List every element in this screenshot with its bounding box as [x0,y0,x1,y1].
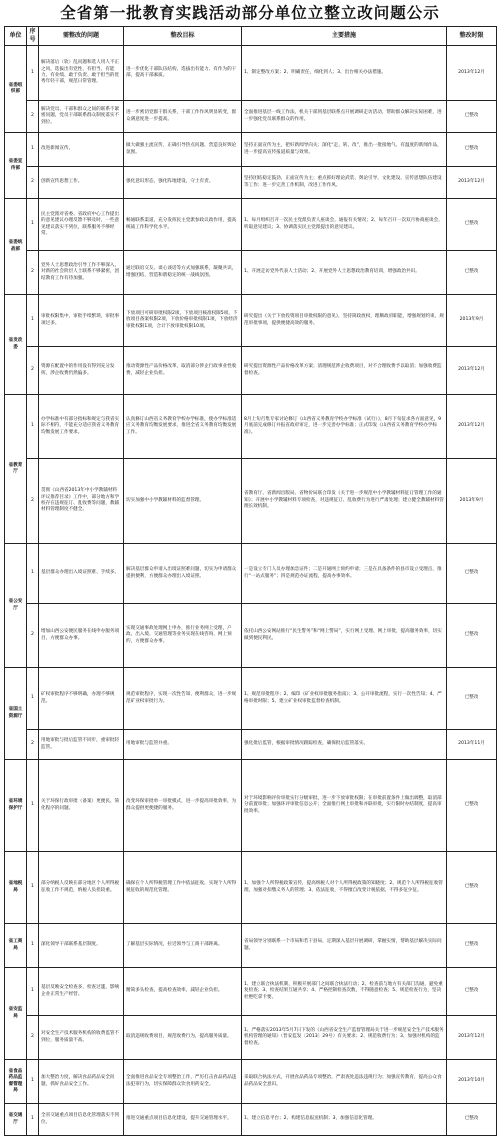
issue-cell: 关于环保行政审批（备案）更便民、简化程序的问题。 [39,760,124,852]
document-title: 全省第一批教育实践活动部分单位立整立改问题公示 [60,3,440,22]
measure-cell: 省教育厅、省新闻出版局、省物价局联合印发《关于进一步规范中小学教辅材料征订管理工作的通知》；开展中小学教辅材料专项检查，对违规征订、乱收费行为进行严肃处理；建立健全教辅材料管理长效机制。 [242,459,447,544]
issue-cell: 民主党派对省委、省政府中心工作提出的意见建议办理反馈不够及时，一些意见建议落实不到位，联系服务不够经常。 [39,199,124,251]
table-row [5,1060,497,1104]
unit-cell: 省委宣传部 [5,133,27,199]
time-cell: 2013年11月 [447,730,497,760]
measure-cell: 采取联合执法方式，开展食品药品专项整治，严肃查处违法违规行为；加强宣传教育，提高公众食品药品安全意识。 [242,1060,447,1104]
table-row [5,968,497,1016]
goal-cell: 切实加强中小学教辅材料的监督管理。 [124,459,242,544]
goal-cell: 畅通联系渠道，充分发挥民主党派参政议政作用，提高统战工作科学化水平。 [124,199,242,251]
issue-cell: 资源在配置中的作用没有得到充分发挥，涉企收费仍然偏多。 [39,347,124,395]
no-cell: 1 [27,668,39,730]
issue-cell: 创新宣传思想工作。 [39,167,124,199]
measure-cell: 1、建立信息平台；2、构建信息报送机制；3、加强信息化管理。 [242,1104,447,1136]
unit-cell: 省环境保护厅 [5,760,27,852]
issue-cell: 部分纳税人反映在部分地区个人所得税征收工作不规范，纳税人负担较重。 [39,852,124,924]
time-cell: 已整改 [447,544,497,604]
table-row [5,924,497,968]
unit-cell: 省工商局 [5,924,27,968]
time-cell: 2013年10月 [447,1060,497,1104]
issue-cell: 用地审批与批后监管不同步，重审批轻监管。 [39,730,124,760]
measure-cell: 8月上旬召集专家讨论修订《山西省义务教育学校办学标准（试行）》，8月下旬征求各方面意见，9月底前完成修订并报省政府审定，进一步完善办学标准；正式印发《山西省义务教育学校办学标准》。 [242,395,447,459]
time-cell: 2013年9月 [447,295,497,347]
table-row [5,167,497,199]
no-cell: 2 [27,101,39,133]
issue-cell: 解决党员、干部和群众之间的联系不紧密问题，党员干部联系群众制度落实不到位。 [39,101,124,133]
goal-cell: 取消违规收费项目，规范收费行为，提高服务质量。 [124,1016,242,1060]
measure-cell: 研究提出《关于下放投资项目审批权限的意见》，坚持简政放权，理顺政府职能，增强规划约束，规范审批事项，提供便捷高效的服务。 [242,295,447,347]
goal-cell: 用地审批与监管并重。 [124,730,242,760]
issue-cell: 改进新闻宣传。 [39,133,124,167]
measure-cell: 1、制定整改方案；2、明确责任，细化到人；3、出台相关办法措施。 [242,46,447,101]
unit-cell: 省委组织部 [5,46,27,133]
header-no: 序号 [27,27,39,46]
time-cell: 已整改 [447,251,497,295]
table-row [5,852,497,924]
table-row [5,544,497,604]
table-row [5,199,497,251]
issue-cell: 基层反映安全检查多，检查过滥，影响企业正常生产经营。 [39,968,124,1016]
measure-cell: 强化批后监管，根据审批情况跟踪检查，确保批后监管落实。 [242,730,447,760]
measure-cell: 省局领导分别联系一个市局和若干县局，定期深入基层开展调研，掌握实情，帮助基层解决实际问题。 [242,924,447,968]
goal-cell: 推进交通重点项目信息化建设，提升交通管理水平。 [124,1104,242,1136]
measure-cell: 1、建立联合执法机制，积极开展部门之间联合执法行动；2、检查前与地方有关部门沟通，避免重复检查；3、检查结果互通共享；4、严格控制检查次数，不得随意检查；5、规范检查行为，坚决杜绝吃拿卡要。 [242,968,447,1016]
goal-cell: 做大做强主流宣传，正确引导热点问题，营造良好舆论氛围。 [124,133,242,167]
unit-cell: 省食品药品监督管理局 [5,1060,27,1104]
time-cell: 2013年9月 [447,459,497,544]
unit-cell: 省交通厅 [5,1104,27,1136]
goal-cell: 实现交通事故处理网上申办，推行业务网上受理，户政、出入境、交通管理等业务实现在线咨询、网上预约，方便群众办事。 [124,604,242,668]
table-row [5,133,497,167]
unit-cell: 省地税局 [5,852,27,924]
unit-cell: 省国土资源厅 [5,668,27,760]
issue-cell: 加大整治力度，解决食品药品安全问题，抓好食品安全工作。 [39,1060,124,1104]
table-row [5,101,497,133]
goal-cell: 改变环保审批单一审批模式，进一步提高审批效率，为群众提供更便捷的服务。 [124,760,242,852]
table-row [5,395,497,459]
table-row [5,730,497,760]
no-cell: 1 [27,544,39,604]
time-cell: 2013年12月 [447,395,497,459]
measure-cell: 1、严格落实2013年5月7日下发的《山西省安全生产监督管理局关于进一步规范安全生产技术服务机构管理的通知》（晋安监发〔2013〕29号）有关要求；2、规范收费行为；3、加强对机构的监督检查。 [242,1016,447,1060]
goal-cell: 认真修订山西省义务教育学校办学标准，使办学标准适应义务教育均衡发展要求，推进全省义务教育均衡发展工作。 [124,395,242,459]
time-cell: 已整改 [447,199,497,251]
issue-cell: 基层群众办理出入境证照难、手续多。 [39,544,124,604]
header-measure: 主要措施 [242,27,447,46]
header-unit: 单位 [5,27,27,46]
goal-cell: 了解基层实际情况，拉近领导与工商干部距离。 [124,924,242,968]
issues-table [4,26,497,1136]
goal-cell: 强化意识形态，强化阵地建设，守土有责。 [124,167,242,199]
no-cell: 1 [27,852,39,924]
time-cell: 2013年12月 [447,347,497,395]
no-cell: 2 [27,604,39,668]
no-cell: 2 [27,167,39,199]
no-cell: 1 [27,1104,39,1136]
issue-cell: 深化领导干部联系基层制度。 [39,924,124,968]
goal-cell: 通过联谊交友、谈心谈话等方式加强联系，凝聚共识，增强团结，营造和谐稳定的统一战线氛围。 [124,251,242,295]
goal-cell: 进一步优化干部队伍结构，选拔出有能力、有作为的干部，提高干部素质。 [124,46,242,101]
unit-cell: 省发改委 [5,295,27,395]
measure-cell: 坚持团结稳定鼓劲、正面宣传为主；重点抓好理论武装、舆论引导、文化建设、宣传思想队伍建设等工作；进一步完善工作机制，改进工作作风。 [242,167,447,199]
issue-cell: 对安全生产技术服务机构的收费监管不到位，服务质量不高。 [39,1016,124,1060]
time-cell: 已整改 [447,760,497,852]
header-issue: 需整改的问题 [39,27,124,46]
issue-cell: 增加山西公安便民服务在线申办服务项目，方便群众办事。 [39,604,124,668]
no-cell: 1 [27,295,39,347]
no-cell: 2 [27,347,39,395]
no-cell: 1 [27,133,39,167]
issue-cell: 全省交通重点项目信息化管理落实不到位。 [39,1104,124,1136]
no-cell: 1 [27,1060,39,1104]
table-row [5,1104,497,1136]
measure-cell: 1、每月组织召开一次民主党派负责人座谈会，通报有关情况；2、每年召开一次双月协商座谈会，听取意见建议；3、协调落实民主党派提出的意见建议。 [242,199,447,251]
no-cell: 2 [27,251,39,295]
goal-cell: 精简多头检查，提高检查效率，减轻企业负担。 [124,968,242,1016]
no-cell: 2 [27,1016,39,1060]
measure-cell: 全面推进基层一线工作法，机关干部到基层联系点开展调研走访活动，帮助群众解决实际困难，进一步强化党员联系群众的作用。 [242,101,447,133]
issue-cell: 解决落后（软）乱问题和选人用人不正之风，选拔出有党性、有担当、有能力、有业绩、敢于负责、敢于担当的优秀年轻干部，规范日常管理。 [39,46,124,101]
no-cell: 1 [27,199,39,251]
table-row [5,295,497,347]
time-cell: 已整改 [447,101,497,133]
header-goal: 整改目标 [124,27,242,46]
no-cell: 1 [27,968,39,1016]
measure-cell: 1、规范审批程序；2、编印《矿业权审批服务指南》；3、公开审批流程，实行一次性告知；4、严格审批时限；5、建立矿业权审批监督检查机制。 [242,668,447,730]
goal-cell: 确保在个人所得税管理工作中依法征收，实现个人所得税征收的规范化管理。 [124,852,242,924]
no-cell: 1 [27,46,39,101]
table-row [5,760,497,852]
table-row [5,604,497,668]
goal-cell: 解决基层群众申请入出境证照难问题，切实为申请群众提供便利，方便群众办理出入境证照。 [124,544,242,604]
issue-cell: 贯彻《山西省2013年中小学教辅材料评议推荐目录》工作中，部分地方和学校存在违规征订、乱收费等问题，教辅材料管理制度不健全。 [39,459,124,544]
measure-cell: 对于环境影响评价审批实行分级审批，进一步下放审批权限；在审批前置条件上做出调整，取消部分前置审批；加强环评审批信息公开；全面推行网上审批和并联审批，实行限时办结制度，提高审批效率。 [242,760,447,852]
time-cell: 2013年12月 [447,167,497,199]
goal-cell: 规范审批程序，实现一次性告知、便利群众，进一步规范矿业权审批行为。 [124,668,242,730]
measure-cell: 研究提出资源性产品价格改革方案；清理规范涉企收费项目，对不合理收费予以取消；加强收费监督检查。 [242,347,447,395]
time-cell: 已整改 [447,133,497,167]
table-row [5,668,497,730]
table-row [5,459,497,544]
issue-cell: 审批权限集中，审批手续繁琐，审批事项过多。 [39,295,124,347]
time-cell: 已整改 [447,668,497,730]
time-cell: 已整改 [447,968,497,1016]
table-row [5,347,497,395]
measure-cell: 1、加强个人所得税政策宣传，提高纳税人对个人所得税政策的知晓度；2、规范个人所得税征收管理，加强对扣缴义务人的管理；3、依法征收，不得擅自改变计税依据，不得多征少征。 [242,852,447,924]
issue-cell: 矿权审批程序不够明确，办理不够规范。 [39,668,124,730]
time-cell: 已整改 [447,852,497,924]
header-time: 整改时限 [447,27,497,46]
no-cell: 2 [27,730,39,760]
measure-cell: 一是设立专门人员办理加急证件；二是开通网上预约申请；三是在具备条件的县市设立受理点，推行“一站式服务”；四是规范办证流程，提高办事效率。 [242,544,447,604]
unit-cell: 省安监局 [5,968,27,1060]
time-cell: 2013年12月 [447,1016,497,1060]
measure-cell: 依托山西公安网站推行“民生警务”和“网上警局”，实行网上受理、网上审批，提高服务效率，切实做到便民利民。 [242,604,447,668]
no-cell: 1 [27,760,39,852]
time-cell: 已整改 [447,924,497,968]
table-header-row [5,27,497,46]
measure-cell: 1、开展走访党外代表人士活动；2、开展党外人士思想政治教育培训，增强政治共识。 [242,251,447,295]
table-row [5,1016,497,1060]
time-cell: 2013年12月 [447,46,497,101]
measure-cell: 坚持正面宣传为主，把好新闻导向关；深化“走、转、改”，推出一批接地气、有温度的新闻作品，进一步提高宣传报道质量与效果。 [242,133,447,167]
no-cell: 1 [27,924,39,968]
unit-cell: 省委统战部 [5,199,27,295]
goal-cell: 进一步密切党群干群关系，干部工作作风明显转变，群众满意度进一步提高。 [124,101,242,133]
table-body [5,46,497,1136]
table-row [5,251,497,295]
goal-cell: 全面推进食品安全专项整治工作，严厉打击食品药品违法犯罪行为，切实保障群众饮食用药安全。 [124,1060,242,1104]
table-row [5,46,497,101]
time-cell: 已整改 [447,1104,497,1136]
unit-cell: 省教育厅 [5,395,27,544]
issue-cell: 党外人士思想政治引导工作不够深入，对新的社会阶层人士联系不够紧密，团结教育工作有待加强。 [39,251,124,295]
no-cell: 2 [27,459,39,544]
no-cell: 1 [27,395,39,459]
unit-cell: 省公安厅 [5,544,27,668]
goal-cell: 推动资源性产品价格改革，取消部分涉企行政事业性收费，减轻企业负担。 [124,347,242,395]
issue-cell: 办学标准中有部分指标和规定与我省实际不相符，不能充分适应我省义务教育均衡发展工作要求。 [39,395,124,459]
time-cell: 已整改 [447,604,497,668]
goal-cell: 下放项目可研审批权限2项，下放项目核准权限5项，下放项目备案权限2项，下放价格审批权限1项，下放经济审批权限1项，合计下放审批权限10项。 [124,295,242,347]
